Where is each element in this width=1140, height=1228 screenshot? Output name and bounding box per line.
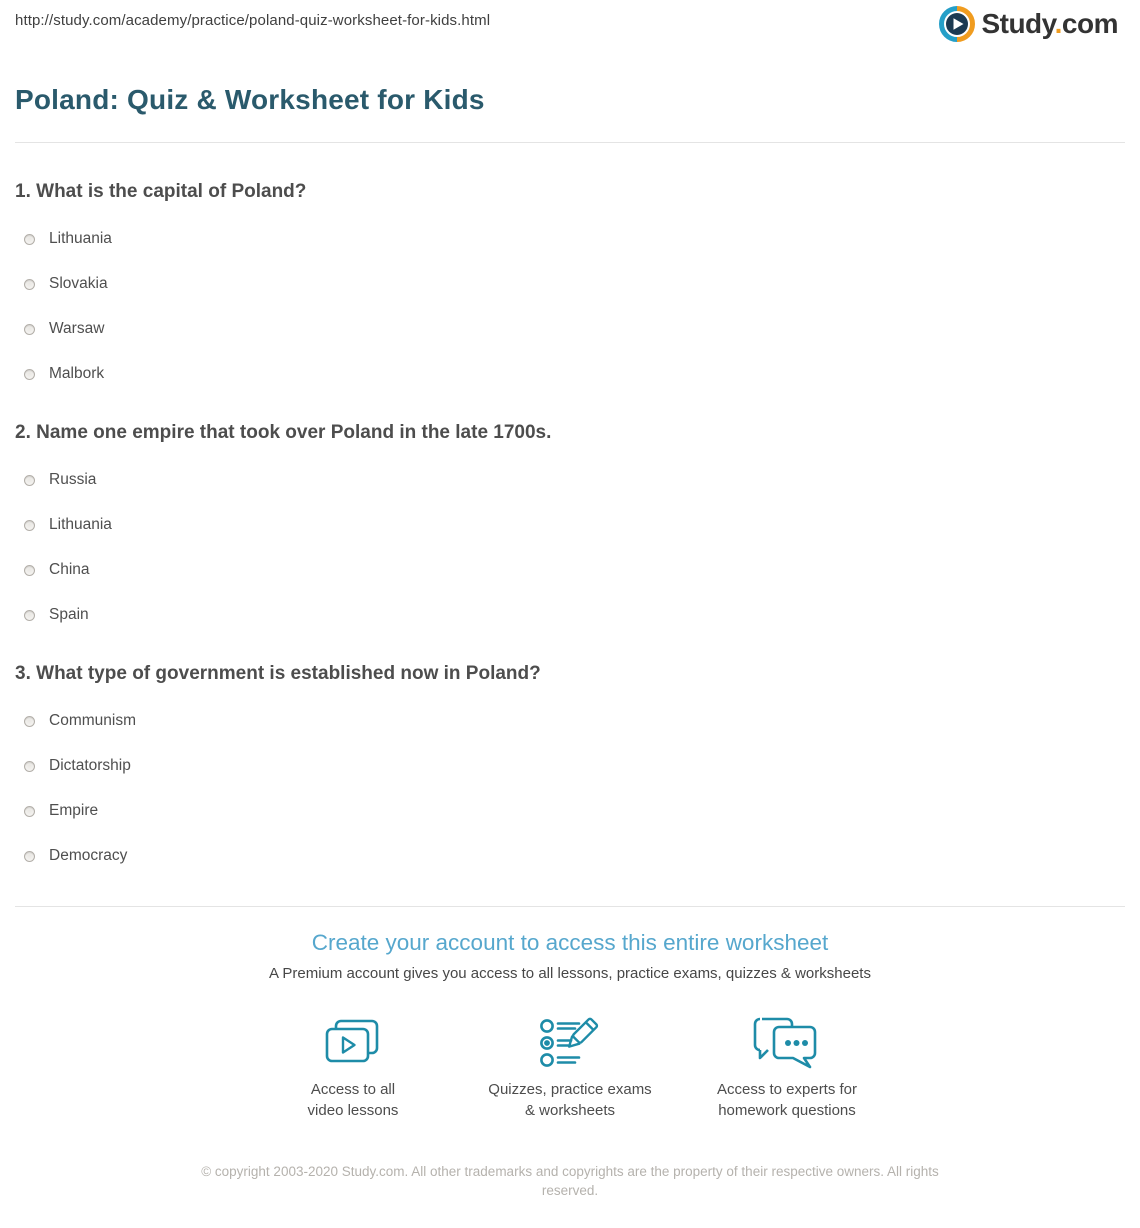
question-3-option-4[interactable] — [24, 846, 1125, 866]
page-header — [0, 0, 1140, 58]
page-title: Poland: Quiz & Worksheet for Kids — [15, 84, 485, 115]
feature-label-line2: homework questions — [718, 1101, 856, 1119]
option-label[interactable]: Slovakia — [49, 275, 108, 292]
quiz-worksheet-icon — [473, 1016, 668, 1070]
video-lessons-icon — [256, 1016, 451, 1070]
feature-quizzes-worksheets — [473, 1016, 668, 1121]
feature-label-line1: Access to all — [310, 1081, 396, 1098]
logo-word-study: Study — [981, 8, 1055, 39]
option-label[interactable]: Communism — [49, 712, 136, 729]
radio-button[interactable] — [24, 761, 35, 772]
question-2-option-3[interactable] — [24, 560, 1125, 580]
feature-label-line1: Access to experts for — [716, 1081, 858, 1098]
option-label[interactable]: Lithuania — [49, 230, 112, 247]
create-account-link[interactable]: Create your account to access this entire worksheet — [311, 930, 829, 955]
question-1-option-3[interactable] — [24, 319, 1125, 339]
feature-list — [0, 1016, 1140, 1121]
radio-button[interactable] — [24, 565, 35, 576]
question-2-text: Name one empire that took over Poland in the late 1700s. — [36, 422, 552, 443]
title-divider — [15, 142, 1125, 143]
feature-label — [256, 1080, 451, 1121]
feature-video-lessons — [256, 1016, 451, 1121]
radio-button[interactable] — [24, 279, 35, 290]
question-3-heading — [15, 663, 1125, 685]
question-2-option-1[interactable] — [24, 470, 1125, 490]
option-label[interactable]: Spain — [49, 606, 89, 623]
question-1-option-2[interactable] — [24, 274, 1125, 294]
option-label[interactable]: Malbork — [49, 365, 105, 382]
copyright-text: © copyright 2003-2020 Study.com. All other trademarks and copyrights are the property of their respective owners. All rights reserved. — [201, 1164, 939, 1198]
question-3-number: 3. — [15, 663, 31, 684]
study-logo-text — [981, 8, 1118, 40]
option-label[interactable]: Dictatorship — [49, 757, 131, 774]
radio-button[interactable] — [24, 610, 35, 621]
feature-label — [473, 1080, 668, 1121]
question-2-number: 2. — [15, 422, 31, 443]
feature-label — [690, 1080, 885, 1121]
option-label[interactable]: Empire — [49, 802, 99, 819]
radio-button[interactable] — [24, 520, 35, 531]
question-3-option-3[interactable] — [24, 801, 1125, 821]
logo-dot: . — [1054, 8, 1062, 39]
premium-subheading: A Premium account gives you access to all lessons, practice exams, quizzes & worksheets — [269, 965, 871, 982]
question-1 — [15, 181, 1125, 384]
cta-section — [0, 930, 1140, 1121]
feature-label-line1: Quizzes, practice exams — [488, 1081, 652, 1098]
question-1-heading — [15, 181, 1125, 203]
study-logo[interactable] — [939, 6, 1118, 42]
option-label[interactable]: Lithuania — [49, 516, 112, 533]
radio-button[interactable] — [24, 369, 35, 380]
question-1-option-4[interactable] — [24, 364, 1125, 384]
radio-button[interactable] — [24, 851, 35, 862]
question-3-option-2[interactable] — [24, 756, 1125, 776]
question-3-option-1[interactable] — [24, 711, 1125, 731]
option-label[interactable]: Russia — [49, 471, 97, 488]
question-3 — [15, 663, 1125, 866]
radio-button[interactable] — [24, 475, 35, 486]
radio-button[interactable] — [24, 234, 35, 245]
option-label[interactable]: Warsaw — [49, 320, 105, 337]
feature-label-line2: & worksheets — [524, 1101, 616, 1119]
cta-divider — [15, 906, 1125, 907]
feature-homework-experts — [690, 1016, 885, 1121]
question-3-text: What type of government is established now in Poland? — [36, 663, 541, 684]
radio-button[interactable] — [24, 716, 35, 727]
chat-experts-icon — [690, 1016, 885, 1070]
question-2-option-2[interactable] — [24, 515, 1125, 535]
option-label[interactable]: Democracy — [49, 847, 128, 864]
radio-button[interactable] — [24, 806, 35, 817]
question-1-number: 1. — [15, 181, 31, 202]
feature-label-line2: video lessons — [307, 1101, 399, 1119]
question-1-option-1[interactable] — [24, 229, 1125, 249]
logo-word-com: com — [1061, 8, 1118, 39]
question-2-heading — [15, 422, 1125, 444]
quiz-body — [0, 181, 1140, 866]
question-2 — [15, 422, 1125, 625]
page-url: http://study.com/academy/practice/poland-quiz-worksheet-for-kids.html — [15, 12, 491, 29]
question-1-text: What is the capital of Poland? — [36, 181, 307, 202]
option-label[interactable]: China — [49, 561, 90, 578]
radio-button[interactable] — [24, 324, 35, 335]
page-footer — [0, 1163, 1140, 1227]
question-2-option-4[interactable] — [24, 605, 1125, 625]
study-logo-play-icon — [939, 6, 975, 42]
